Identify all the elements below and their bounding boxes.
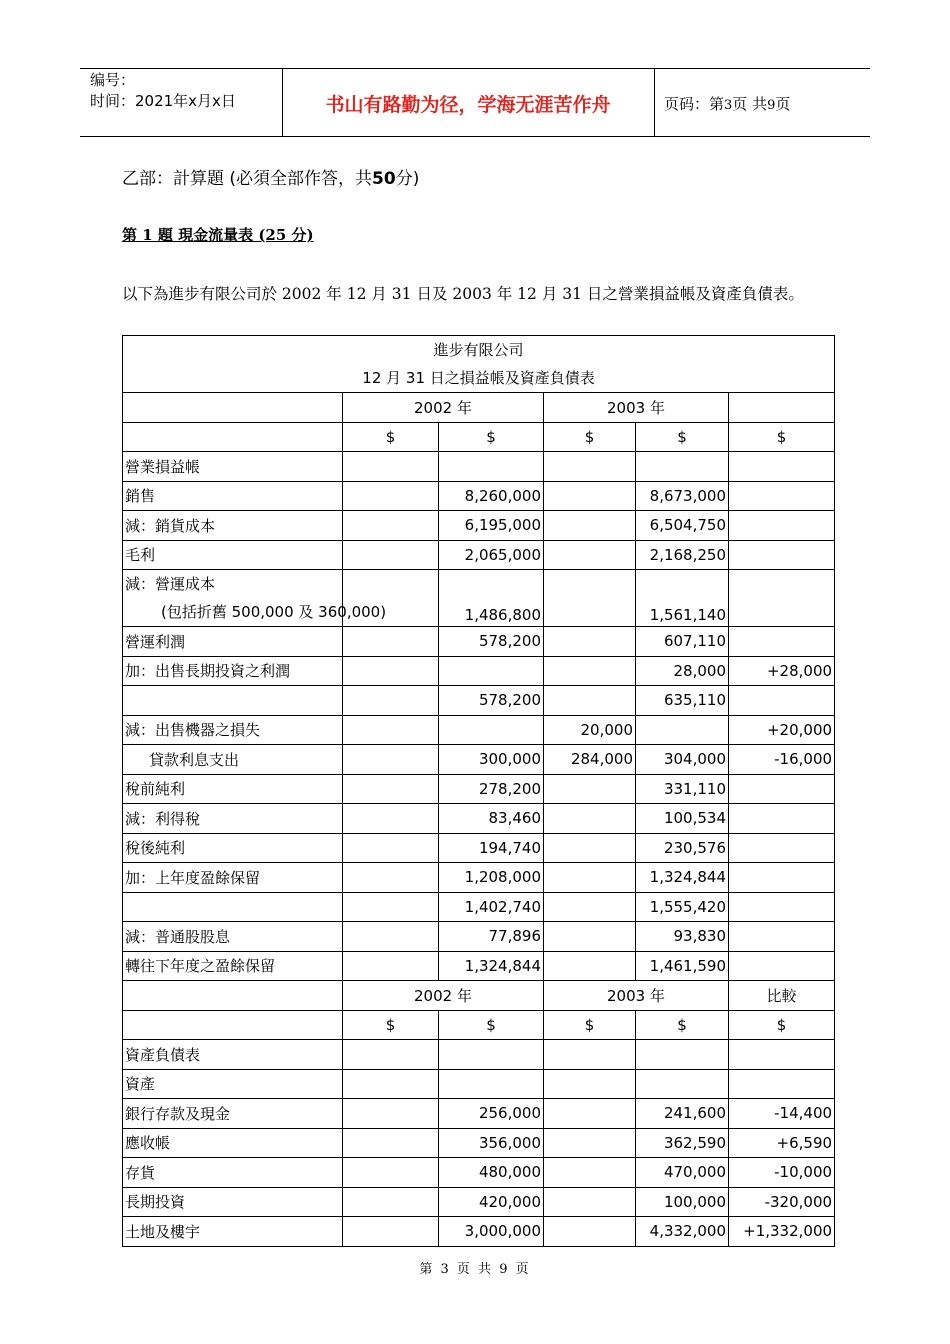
row-label: 減：普通股股息	[123, 922, 343, 952]
table-row	[123, 804, 835, 834]
header-bottom-rule	[80, 136, 870, 137]
cell-2003-col2: 304,000	[636, 745, 729, 775]
section-title	[122, 164, 419, 189]
page-num: 3	[724, 98, 733, 113]
assets-heading: 資產	[123, 1069, 343, 1099]
row-label: 加：出售長期投資之利潤	[123, 656, 343, 686]
cell-2003-col2	[636, 715, 729, 745]
dollar-sign: $	[343, 422, 439, 452]
table-row	[123, 540, 835, 570]
cell-2003-col1	[544, 922, 636, 952]
dollar-sign: $	[439, 422, 544, 452]
cell-2003-col1	[544, 1128, 636, 1158]
table-row	[123, 1158, 835, 1188]
cell-2002-col2: 1,402,740	[439, 892, 544, 922]
table-row	[123, 892, 835, 922]
cell-2002-col2: 3,000,000	[439, 1217, 544, 1247]
opcost-label: 減：營運成本	[125, 575, 216, 593]
cell-2002-col2: 83,460	[439, 804, 544, 834]
row-label: 土地及樓宇	[123, 1217, 343, 1247]
cell-2003-col1	[544, 863, 636, 893]
cell-compare	[729, 892, 835, 922]
cell-2003-col1	[544, 656, 636, 686]
cell-2003-col2: 230,576	[636, 833, 729, 863]
cell-2003-col2: 2,168,250	[636, 540, 729, 570]
cell-2003-col2: 470,000	[636, 1158, 729, 1188]
table-title-cell	[123, 336, 835, 393]
cell-2003-col2: 1,555,420	[636, 892, 729, 922]
cell-2002-col2: 1,208,000	[439, 863, 544, 893]
cell-2002-col2: 2,065,000	[439, 540, 544, 570]
cell-2002-col2: 578,200	[439, 627, 544, 657]
cell-2003-col1	[544, 627, 636, 657]
cell-2002-col1	[343, 686, 439, 716]
table-row	[123, 922, 835, 952]
statement-subtitle: 12 月 31 日之損益帳及資產負債表	[362, 369, 595, 387]
cell-2002-col1	[343, 1158, 439, 1188]
cell-2003-col1: 284,000	[544, 745, 636, 775]
year-header-row-2	[123, 981, 835, 1011]
row-label-text: 貸款利息支出	[149, 750, 240, 769]
cell-2003-col1	[544, 774, 636, 804]
cell-compare	[729, 540, 835, 570]
cell-2003-col1	[544, 481, 636, 511]
opcost-row	[123, 570, 835, 627]
year-a-header: 2002 年	[343, 393, 544, 423]
cell-2002-col2: 77,896	[439, 922, 544, 952]
dollar-header-row-2	[123, 1010, 835, 1040]
cell-2002-col2: 256,000	[439, 1099, 544, 1129]
opcost-2003: 1,561,140	[636, 570, 729, 627]
dollar-sign: $	[636, 1010, 729, 1040]
cell-2003-col2: 607,110	[636, 627, 729, 657]
footer-prefix: 第	[419, 1262, 435, 1277]
cell-compare: -16,000	[729, 745, 835, 775]
row-label: 銷售	[123, 481, 343, 511]
date-line: 时间：2021年x月x日	[90, 92, 236, 110]
cell-2003-col2: 1,324,844	[636, 863, 729, 893]
cell-2002-col1	[343, 1217, 439, 1247]
cell-2003-col1	[544, 1217, 636, 1247]
question-title: 第 1 題 現金流量表 (25 分)	[122, 226, 314, 244]
table-row	[123, 1187, 835, 1217]
income-heading: 營業損益帳	[123, 452, 343, 482]
page-footer	[0, 1258, 950, 1277]
row-label: 毛利	[123, 540, 343, 570]
cell-compare	[729, 922, 835, 952]
cell-2002-col1	[343, 833, 439, 863]
cell-compare: +6,590	[729, 1128, 835, 1158]
cell-compare: -10,000	[729, 1158, 835, 1188]
cell-2002-col1	[343, 540, 439, 570]
cell-2003-col1	[544, 804, 636, 834]
serial-label: 编号：	[90, 71, 136, 89]
cell-2003-col2: 241,600	[636, 1099, 729, 1129]
cell-compare	[729, 511, 835, 541]
header-meta	[90, 70, 236, 112]
dollar-header-row	[123, 422, 835, 452]
table-row	[123, 686, 835, 716]
income-heading-row	[123, 452, 835, 482]
row-label: 存貨	[123, 1158, 343, 1188]
cell-compare	[729, 951, 835, 981]
row-label: 減：利得稅	[123, 804, 343, 834]
cell-2002-col1	[343, 627, 439, 657]
cell-compare	[729, 833, 835, 863]
cell-2003-col1	[544, 540, 636, 570]
cell-2003-col1	[544, 1158, 636, 1188]
dollar-sign: $	[343, 1010, 439, 1040]
table-row	[123, 1128, 835, 1158]
cell-2002-col2: 1,324,844	[439, 951, 544, 981]
cell-2002-col1	[343, 1128, 439, 1158]
table-row	[123, 833, 835, 863]
cell-2003-col2: 1,461,590	[636, 951, 729, 981]
cell-2003-col2: 100,534	[636, 804, 729, 834]
year-header-row	[123, 393, 835, 423]
cell-2002-col2: 278,200	[439, 774, 544, 804]
section-score: 50	[372, 169, 396, 189]
row-label: 應收帳	[123, 1128, 343, 1158]
cell-compare	[729, 627, 835, 657]
row-label: 減：出售機器之損失	[123, 715, 343, 745]
cell-compare	[729, 804, 835, 834]
dollar-sign: $	[544, 422, 636, 452]
table-row	[123, 481, 835, 511]
row-label	[123, 686, 343, 716]
cell-2002-col2	[439, 715, 544, 745]
table-row	[123, 745, 835, 775]
cell-2003-col2: 4,332,000	[636, 1217, 729, 1247]
assets-heading-row	[123, 1069, 835, 1099]
opcost-2002: 1,486,800	[439, 570, 544, 627]
cell-2003-col2: 6,504,750	[636, 511, 729, 541]
page-prefix: 页码：第	[664, 95, 725, 113]
row-label: 銀行存款及現金	[123, 1099, 343, 1129]
cell-2003-col2: 331,110	[636, 774, 729, 804]
cell-2002-col1	[343, 951, 439, 981]
year-b-header: 2003 年	[544, 393, 729, 423]
cell-2002-col1	[343, 892, 439, 922]
cell-2002-col2: 356,000	[439, 1128, 544, 1158]
table-row	[123, 627, 835, 657]
header-divider-right	[654, 68, 655, 136]
cell-compare	[729, 774, 835, 804]
section-title-suffix: 分)	[395, 169, 420, 189]
cell-2003-col2: 362,590	[636, 1128, 729, 1158]
cell-compare: +20,000	[729, 715, 835, 745]
header-top-rule	[80, 68, 870, 69]
page-suffix: 页	[775, 95, 791, 113]
dollar-sign: $	[544, 1010, 636, 1040]
cell-2003-col2: 93,830	[636, 922, 729, 952]
cell-2002-col1	[343, 481, 439, 511]
table-row	[123, 863, 835, 893]
cell-2002-col1	[343, 1099, 439, 1129]
cell-compare: +28,000	[729, 656, 835, 686]
footer-mid: 页 共	[456, 1262, 494, 1277]
page-total: 9	[767, 98, 776, 113]
company-name: 進步有限公司	[433, 341, 524, 359]
row-label: 加：上年度盈餘保留	[123, 863, 343, 893]
row-label: 轉往下年度之盈餘保留	[123, 951, 343, 981]
table-row	[123, 1217, 835, 1247]
table-row	[123, 656, 835, 686]
cell-2003-col2: 635,110	[636, 686, 729, 716]
dollar-sign: $	[729, 422, 835, 452]
table-row	[123, 1099, 835, 1129]
row-label: 稅後純利	[123, 833, 343, 863]
cell-2002-col1	[343, 745, 439, 775]
cell-2003-col1	[544, 511, 636, 541]
cell-2003-col1	[544, 951, 636, 981]
cell-2003-col2: 8,673,000	[636, 481, 729, 511]
balance-heading: 資產負債表	[123, 1040, 343, 1070]
cell-2003-col2: 28,000	[636, 656, 729, 686]
row-label: 營運利潤	[123, 627, 343, 657]
table-title-row	[123, 336, 835, 393]
cell-compare: +1,332,000	[729, 1217, 835, 1247]
cell-2002-col1	[343, 922, 439, 952]
cell-2002-col1	[343, 804, 439, 834]
cell-2002-col2	[439, 656, 544, 686]
cell-2002-col1	[343, 863, 439, 893]
cell-2002-col2: 8,260,000	[439, 481, 544, 511]
row-label	[123, 745, 343, 775]
row-label: 長期投資	[123, 1187, 343, 1217]
cell-2002-col2: 480,000	[439, 1158, 544, 1188]
page-mid: 页 共	[732, 95, 768, 113]
cell-2002-col2: 578,200	[439, 686, 544, 716]
balance-heading-row	[123, 1040, 835, 1070]
cell-2002-col2: 194,740	[439, 833, 544, 863]
dollar-sign: $	[439, 1010, 544, 1040]
cell-2002-col1	[343, 656, 439, 686]
header-page-number	[664, 93, 790, 114]
table-row	[123, 511, 835, 541]
cell-compare: -14,400	[729, 1099, 835, 1129]
cell-compare	[729, 863, 835, 893]
cell-2003-col1	[544, 686, 636, 716]
compare-header: 比較	[729, 981, 835, 1011]
financial-statement-table	[122, 335, 835, 1247]
cell-2002-col1	[343, 715, 439, 745]
footer-total: 9	[499, 1262, 510, 1277]
table-row	[123, 951, 835, 981]
section-title-text: 乙部：計算題 (必須全部作答，共	[122, 169, 373, 189]
table-row	[123, 774, 835, 804]
cell-2002-col1	[343, 511, 439, 541]
cell-compare	[729, 481, 835, 511]
header-motto: 书山有路勤为径，学海无涯苦作舟	[325, 94, 611, 116]
cell-compare: -320,000	[729, 1187, 835, 1217]
cell-2002-col1	[343, 1187, 439, 1217]
footer-num: 3	[440, 1262, 451, 1277]
cell-2003-col2: 100,000	[636, 1187, 729, 1217]
cell-2002-col1	[343, 774, 439, 804]
cell-2003-col1	[544, 1187, 636, 1217]
cell-2002-col2: 6,195,000	[439, 511, 544, 541]
cell-2002-col2: 300,000	[439, 745, 544, 775]
dollar-sign: $	[636, 422, 729, 452]
cell-2003-col1: 20,000	[544, 715, 636, 745]
year-b-header: 2003 年	[544, 981, 729, 1011]
row-label	[123, 892, 343, 922]
cell-2003-col1	[544, 1099, 636, 1129]
cell-2003-col1	[544, 833, 636, 863]
row-label: 減：銷貨成本	[123, 511, 343, 541]
row-label: 稅前純利	[123, 774, 343, 804]
cell-2003-col1	[544, 892, 636, 922]
footer-suffix: 页	[515, 1262, 531, 1277]
opcost-label-cell	[123, 570, 387, 627]
cell-compare	[729, 686, 835, 716]
intro-paragraph: 以下為進步有限公司於 2002 年 12 月 31 日及 2003 年 12 月 31 日之營業損益帳及資產負債表。	[122, 285, 804, 303]
dollar-sign: $	[729, 1010, 835, 1040]
opcost-note: (包括折舊 500,000 及 360,000)	[161, 603, 387, 621]
year-a-header: 2002 年	[343, 981, 544, 1011]
table-row	[123, 715, 835, 745]
cell-2002-col2: 420,000	[439, 1187, 544, 1217]
